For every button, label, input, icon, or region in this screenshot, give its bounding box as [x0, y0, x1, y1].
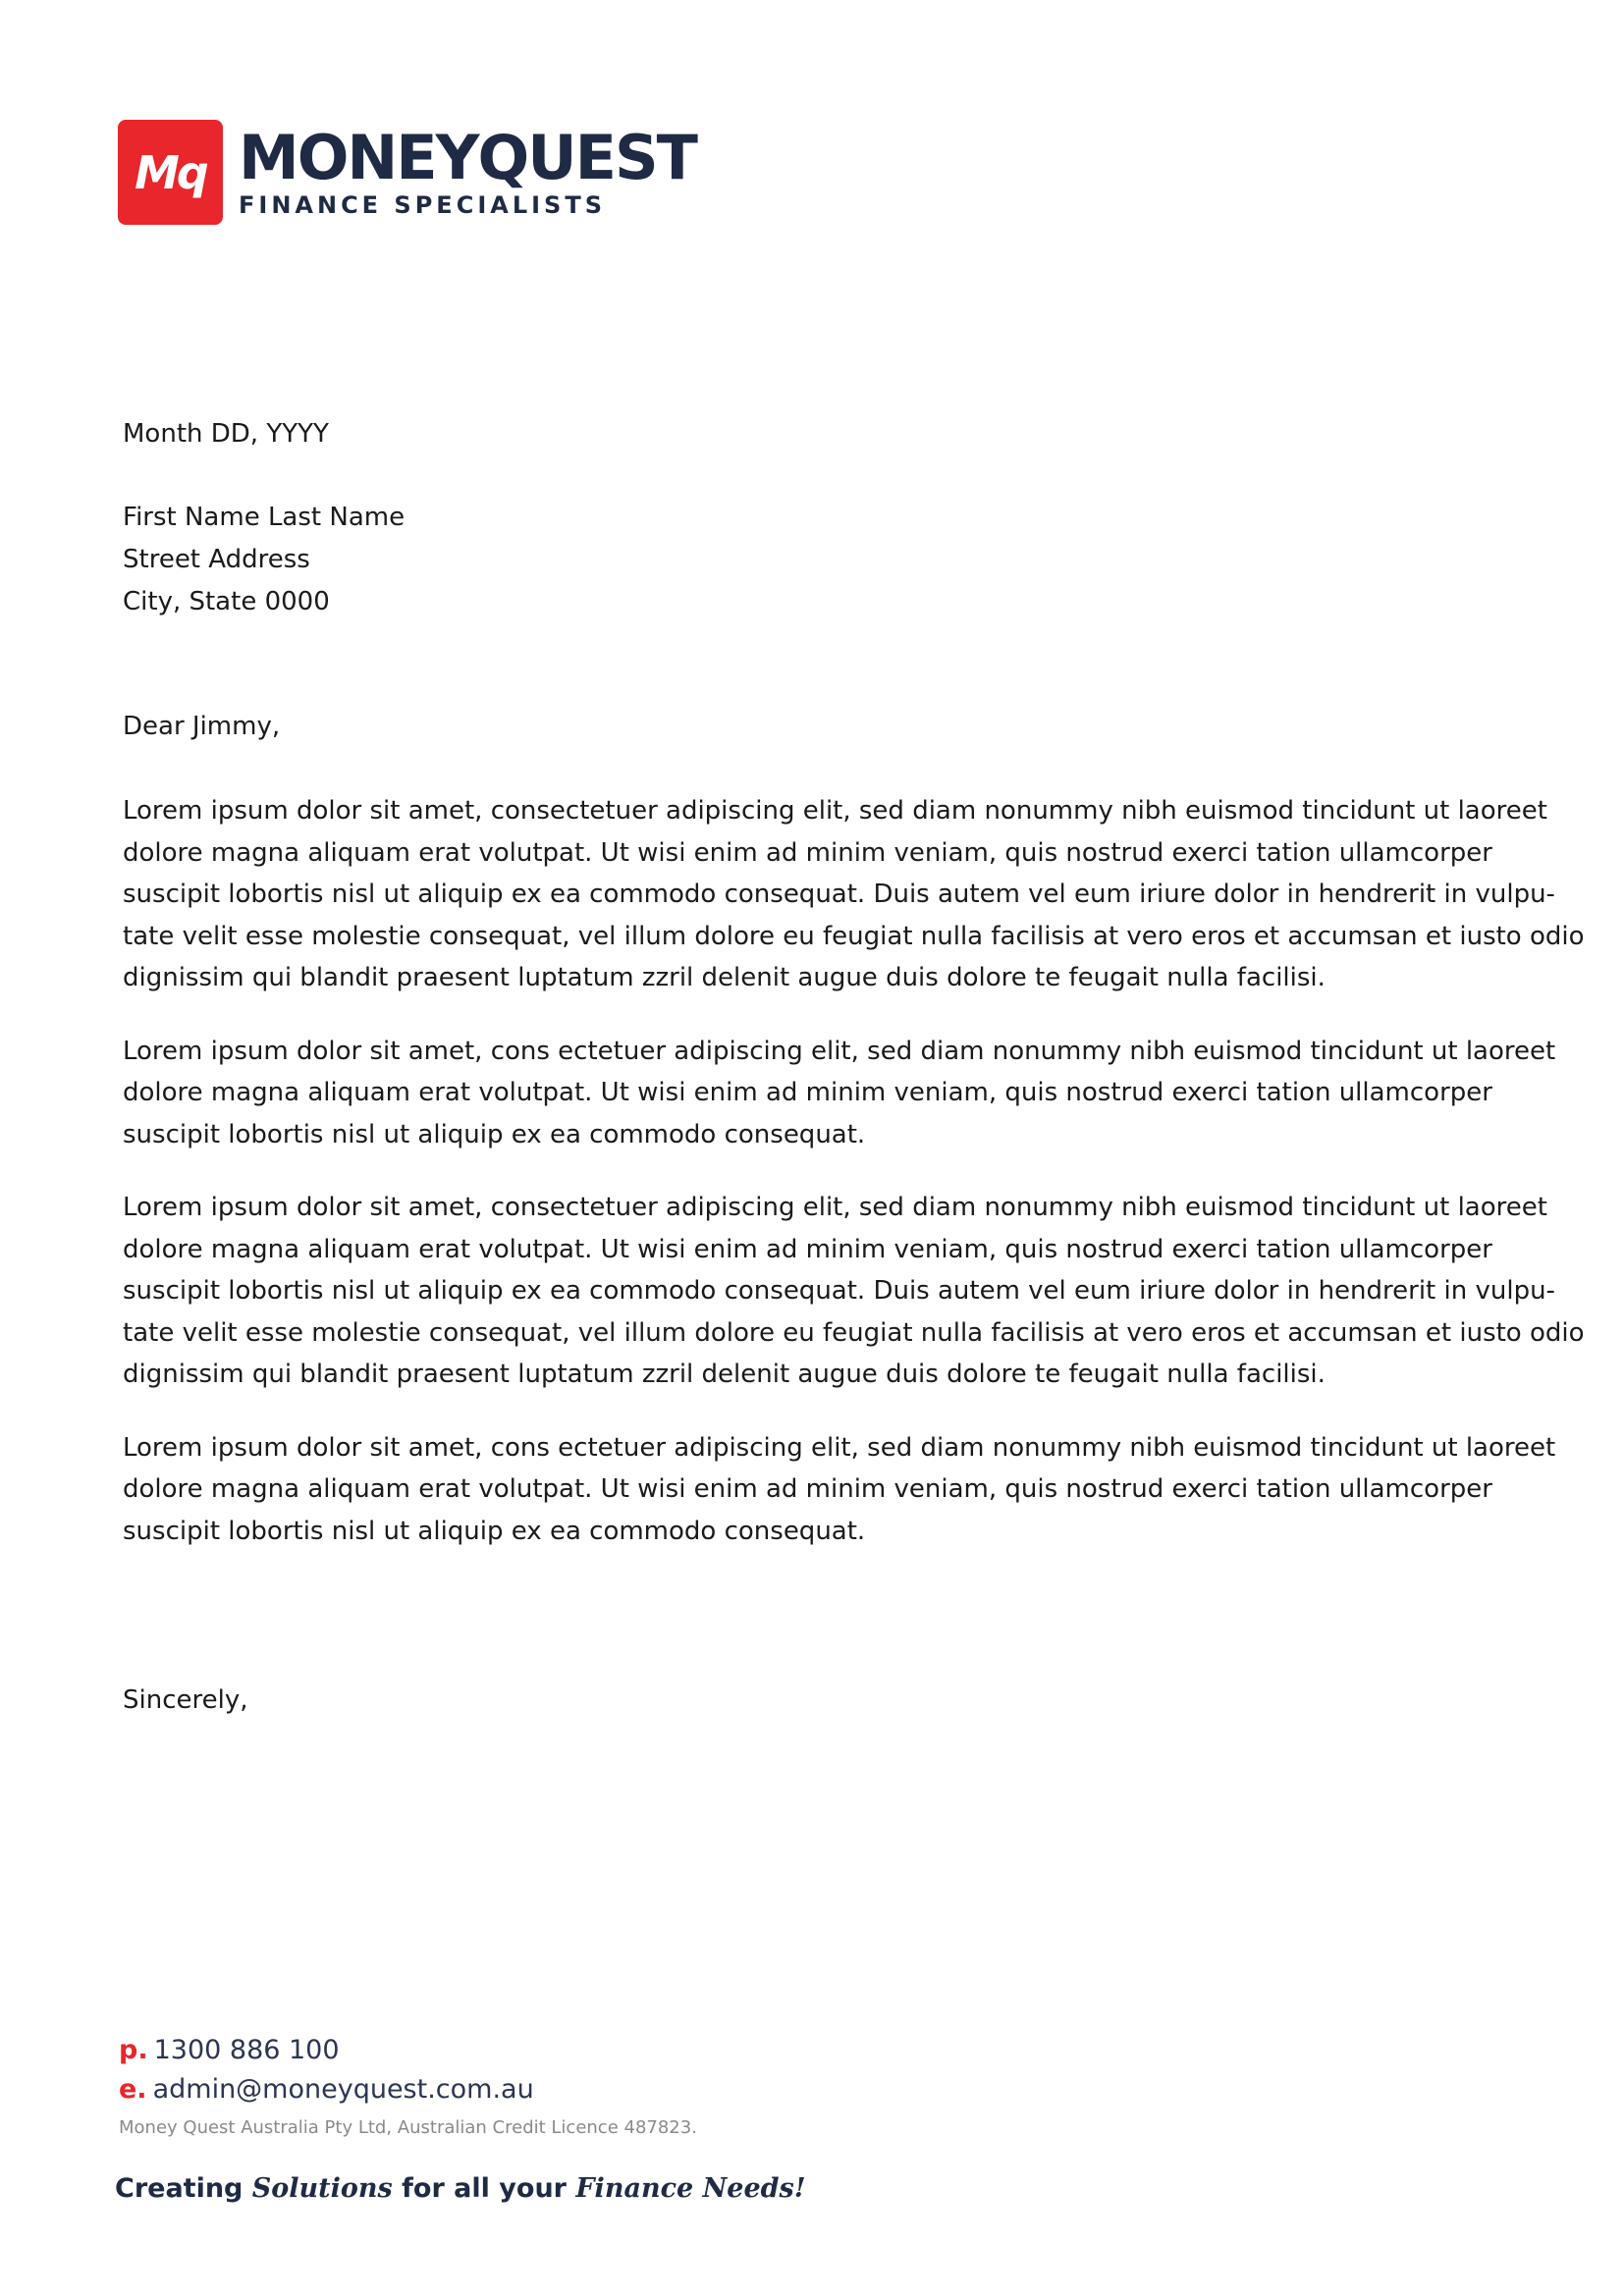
slogan-part: for all your: [402, 2173, 567, 2204]
paragraph-line: suscipit lobortis nisl ut aliquip ex ea commodo consequat.: [123, 1119, 866, 1149]
email-address[interactable]: admin@moneyquest.com.au: [152, 2074, 534, 2105]
paragraph-line: suscipit lobortis nisl ut aliquip ex ea commodo consequat.: [123, 1516, 866, 1546]
logo-name-first: MONEY: [239, 121, 478, 193]
letter-date: Month DD, YYYY: [123, 419, 329, 449]
paragraph-line: dolore magna aliquam erat volutpat. Ut wisi enim ad minim veniam, quis nostrud exerci tation ullamcorper: [123, 1234, 1492, 1264]
paragraph-line: dolore magna aliquam erat volutpat. Ut wisi enim ad minim veniam, quis nostrud exerci tation ullamcorper: [123, 1474, 1492, 1504]
slogan-part: Creating: [115, 2173, 244, 2204]
paragraph: [123, 790, 1585, 999]
phone-number[interactable]: 1300 886 100: [153, 2035, 340, 2065]
phone-line: [119, 2031, 697, 2070]
logo-name: [239, 121, 696, 193]
slogan-part: Needs!: [702, 2173, 806, 2204]
address-line: City, State 0000: [123, 587, 330, 616]
slogan-part: Solutions: [251, 2173, 393, 2204]
paragraph-line: dolore magna aliquam erat volutpat. Ut wisi enim ad minim veniam, quis nostrud exerci tation ullamcorper: [123, 837, 1492, 868]
paragraph-line: dolore magna aliquam erat volutpat. Ut wisi enim ad minim veniam, quis nostrud exerci tation ullamcorper: [123, 1078, 1492, 1107]
logo-tagline: FINANCE SPECIALISTS: [239, 190, 606, 219]
paragraph-line: suscipit lobortis nisl ut aliquip ex ea commodo consequat. Duis autem vel eum iriure dolor in hendrerit in vulpu-: [123, 1276, 1555, 1306]
paragraph-line: Lorem ipsum dolor sit amet, consectetuer adipiscing elit, sed diam nonummy nibh euismod tincidunt ut laoreet: [123, 796, 1547, 826]
logo-wordmark: [239, 121, 696, 219]
address-line: Street Address: [123, 545, 310, 574]
paragraph-line: Lorem ipsum dolor sit amet, cons ectetuer adipiscing elit, sed diam nonummy nibh euismod tincidunt ut laoreet: [123, 1432, 1556, 1463]
paragraph-line: tate velit esse molestie consequat, vel illum dolore eu feugiat nulla facilisis at vero eros et accumsan et iusto odio: [123, 1317, 1585, 1348]
logo-mark: Mq: [118, 120, 223, 225]
logo-name-second: QUEST: [477, 121, 696, 193]
paragraph-line: suscipit lobortis nisl ut aliquip ex ea commodo consequat. Duis autem vel eum iriure dolor in hendrerit in vulpu-: [123, 880, 1555, 909]
email-line: [119, 2070, 697, 2109]
recipient-address: [123, 497, 405, 623]
paragraph-line: tate velit esse molestie consequat, vel illum dolore eu feugiat nulla facilisis at vero eros et accumsan et iusto odio: [123, 921, 1585, 951]
paragraph-line: Lorem ipsum dolor sit amet, cons ectetuer adipiscing elit, sed diam nonummy nibh euismod tincidunt ut laoreet: [123, 1036, 1556, 1066]
paragraph: [123, 1031, 1556, 1156]
paragraph: [123, 1187, 1585, 1396]
letter-body: [123, 790, 1585, 1583]
email-key: e.: [119, 2074, 147, 2105]
legal-notice: Money Quest Australia Pty Ltd, Australian Credit Licence 487823.: [119, 2117, 697, 2138]
company-logo: [118, 120, 696, 225]
paragraph-line: dignissim qui blandit praesent luptatum zzril delenit augue duis dolore te feugait nulla facilisi.: [123, 963, 1326, 992]
paragraph-line: dignissim qui blandit praesent luptatum zzril delenit augue duis dolore te feugait nulla facilisi.: [123, 1360, 1326, 1389]
closing: Sincerely,: [123, 1685, 248, 1715]
phone-key: p.: [119, 2035, 148, 2065]
address-line: First Name Last Name: [123, 503, 406, 532]
salutation: Dear Jimmy,: [123, 712, 281, 741]
paragraph: [123, 1427, 1556, 1553]
paragraph-line: Lorem ipsum dolor sit amet, consectetuer adipiscing elit, sed diam nonummy nibh euismod tincidunt ut laoreet: [123, 1193, 1547, 1222]
footer-contact: [119, 2031, 697, 2143]
slogan: [115, 2173, 806, 2204]
slogan-part: Finance: [575, 2173, 694, 2204]
